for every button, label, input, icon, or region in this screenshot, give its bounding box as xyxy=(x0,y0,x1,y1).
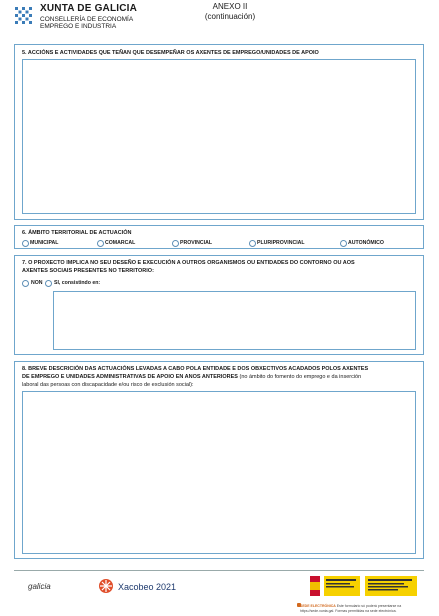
radio-municipal[interactable] xyxy=(22,240,29,247)
section-5-textarea[interactable] xyxy=(22,59,416,214)
section-6 xyxy=(14,225,424,249)
sede-text: Este formulario só poderá presentarse na https://sede.xunta.gal. Formas permitidas na sede electrónica. xyxy=(300,604,402,613)
option-municipal: MUNICIPAL xyxy=(30,240,59,246)
section-8-title-line-3: laboral das persoas con discapacidade e/ou risco de exclusión social): xyxy=(22,382,194,388)
radio-non[interactable] xyxy=(22,280,29,287)
sede-electronica-note xyxy=(300,604,435,613)
section-8 xyxy=(14,361,424,559)
option-comarcal: COMARCAL xyxy=(105,240,136,246)
radio-provincial[interactable] xyxy=(172,240,179,247)
galicia-logo-text: galicia xyxy=(28,582,51,591)
section-5-title: 5. ACCIÓNS E ACTIVIDADES QUE TEÑAN QUE DESEMPEÑAR OS AXENTES DE EMPREGO/UNIDADES DE APOIO xyxy=(22,50,319,56)
annex-subtitle: (continuación) xyxy=(204,12,256,21)
option-si: SI, consistindo en: xyxy=(54,280,101,286)
annex-title: ANEXO II xyxy=(212,2,248,11)
xacobeo-logo-icon xyxy=(98,578,114,594)
option-autonomico: AUTONÓMICO xyxy=(348,240,384,246)
section-7 xyxy=(14,255,424,355)
org-title: XUNTA DE GALICIA xyxy=(40,3,138,14)
org-line-2: EMPREGO E INDUSTRIA xyxy=(40,23,117,30)
sede-label: SEDE ELECTRÓNICA xyxy=(300,604,336,608)
section-8-textarea[interactable] xyxy=(22,391,416,554)
section-7-textarea[interactable] xyxy=(53,291,416,350)
section-5 xyxy=(14,44,424,220)
xunta-logo xyxy=(12,4,36,28)
section-6-title: 6. ÁMBITO TERRITORIAL DE ACTUACIÓN xyxy=(22,230,132,236)
option-non: NON xyxy=(31,280,43,286)
org-line-1: CONSELLERÍA DE ECONOMÍA xyxy=(40,16,134,23)
radio-autonomico[interactable] xyxy=(340,240,347,247)
option-provincial: PROVINCIAL xyxy=(180,240,212,246)
section-8-title-line-2 xyxy=(22,373,361,381)
section-8-title-line-2-note: (no ámbito do fomento do emprego e da inserción xyxy=(239,374,362,380)
section-8-title-line-2-main: DE EMPREGO E UNIDADES ADMINISTRATIVAS DE APOIO EN ANOS ANTERIORES xyxy=(22,374,238,380)
xacobeo-logo-text: Xacobeo 2021 xyxy=(118,582,177,592)
section-7-title-line-2: AXENTES SOCIAIS PRESENTES NO TERRITORIO: xyxy=(22,268,154,274)
radio-si[interactable] xyxy=(45,280,52,287)
section-7-title-line-1: 7. O PROXECTO IMPLICA NO SEU DESEÑO E EXECUCIÓN A OUTROS ORGANISMOS OU ENTIDADES DO CONTORNO OU AOS xyxy=(22,260,355,266)
section-8-title-line-1: 8. BREVE DESCRICIÓN DAS ACTUACIÓNS LEVADAS A CABO POLA ENTIDADE E DOS OBXECTIVOS ACADADOS POLOS AXENTES xyxy=(22,366,369,372)
footer-divider xyxy=(14,570,424,571)
option-pluriprovincial: PLURIPROVINCIAL xyxy=(257,240,305,246)
government-logos xyxy=(310,574,420,600)
radio-comarcal[interactable] xyxy=(97,240,104,247)
radio-pluriprovincial[interactable] xyxy=(249,240,256,247)
